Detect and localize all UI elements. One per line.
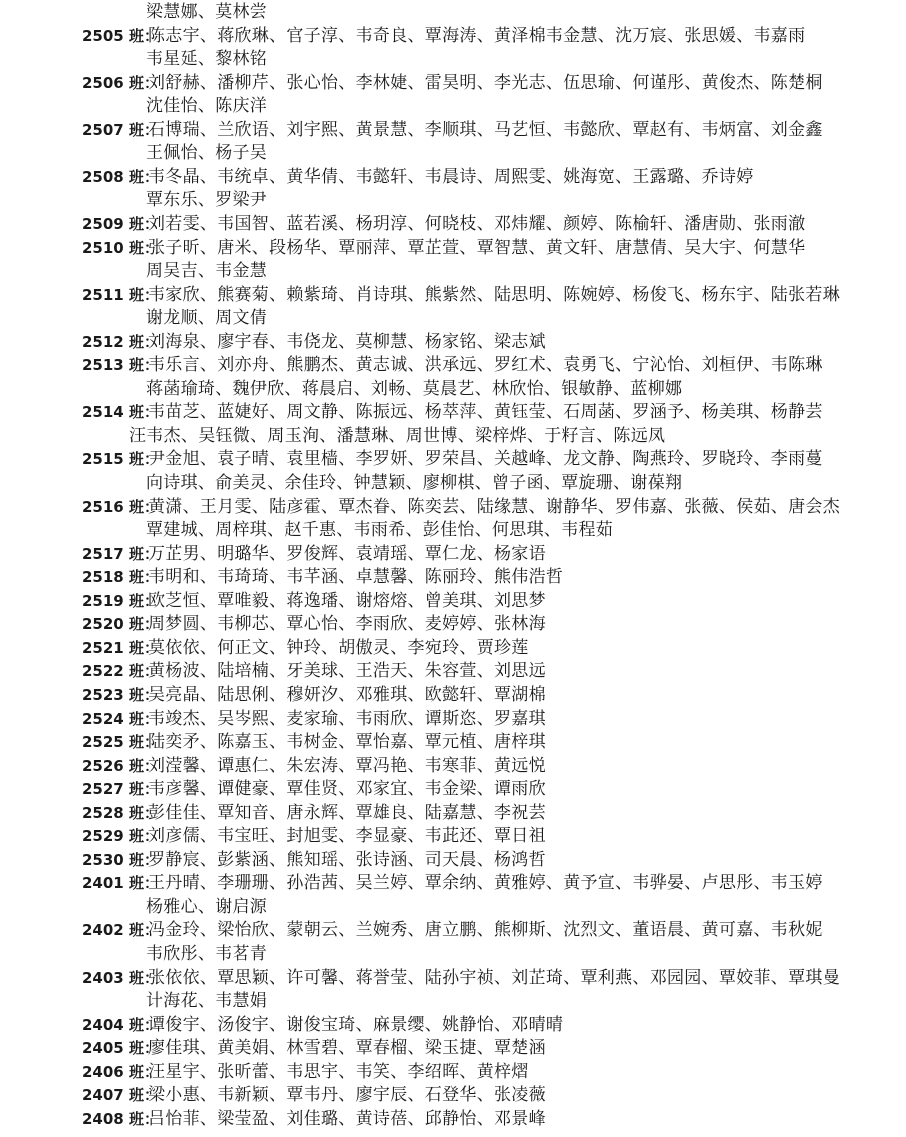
class-label: 2404 班： [82,1015,159,1034]
class-label: 2505 班： [82,26,159,45]
class-label: 2406 班： [82,1062,159,1081]
student-names: 黄潇、王月雯、陆彦霍、覃杰眷、陈奕芸、陆缘慧、谢静华、罗伟嘉、张薇、侯茹、唐会杰 [148,496,840,517]
class-label: 2529 班： [82,827,159,846]
student-names: 张依依、覃思颖、许可馨、蒋誉莹、陆孙宇祯、刘芷琦、覃利燕、邓园园、覃姣菲、覃琪曼 [148,967,840,988]
class-label: 2514 班： [82,403,159,422]
class-label: 2530 班： [82,850,159,869]
student-names: 黄杨波、陆培楠、牙美球、王浩天、朱容萱、刘思远 [148,661,546,682]
class-label: 2515 班： [82,450,159,469]
class-label: 2528 班： [82,803,159,822]
class-label: 2407 班： [82,1086,159,1105]
class-label: 2408 班： [82,1109,159,1128]
student-names: 吴亮晶、陆思俐、穆妍汐、邓雅琪、欧懿轩、覃湖棉 [148,684,546,705]
student-names: 陆奕矛、陈嘉玉、韦树金、覃怡嘉、覃元植、唐梓琪 [148,732,546,753]
student-names: 韦竣杰、吴岑熙、麦家瑜、韦雨欣、谭斯恣、罗嘉琪 [148,708,546,729]
class-label: 2402 班： [82,921,159,940]
student-names: 张子昕、唐米、段杨华、覃丽萍、覃芷萱、覃智慧、黄文轩、唐慧倩、吴大宇、何慧华 [148,237,806,258]
student-names: 向诗琪、俞美灵、余佳玲、钟慧颖、廖柳棋、曾子函、覃旋珊、谢葆翔 [146,473,683,493]
class-label: 2523 班： [82,685,159,704]
class-label: 2526 班： [82,756,159,775]
student-names: 冯金玲、梁怡欣、蒙朝云、兰婉秀、唐立鹏、熊柳斯、沈烈文、董语晨、黄可嘉、韦秋妮 [148,920,823,941]
student-names: 彭佳佳、覃知音、唐永辉、覃雄良、陆嘉慧、李祝芸 [148,802,546,823]
class-label: 2508 班： [82,167,159,186]
student-names: 蒋菡瑜琦、魏伊欣、蒋晨启、刘畅、莫晨艺、林欣怡、银敏静、蓝柳娜 [146,378,683,399]
student-names: 吕怡菲、梁莹盈、刘佳璐、黄诗蓓、邱静怡、邓景峰 [148,1108,546,1129]
class-label: 2509 班： [82,214,159,233]
student-names: 韦欣彤、韦茗青 [146,944,268,964]
class-label: 2511 班： [82,285,159,304]
student-names: 计海花、韦慧娟 [146,991,268,1012]
student-names: 覃东乐、罗梁尹 [146,190,268,211]
student-names: 谭俊宇、汤俊宇、谢俊宝琦、麻景缨、姚静怡、邓晴晴 [148,1014,564,1035]
student-names: 覃建城、周梓琪、赵千惠、韦雨希、彭佳怡、何思琪、韦程茹 [146,520,614,541]
student-names: 韦乐言、刘亦舟、熊鹏杰、黄志诚、洪承远、罗红术、袁勇飞、宁沁怡、刘桓伊、韦陈琳 [148,355,823,376]
student-names: 刘舒赫、潘柳芹、张心怡、李林婕、雷昊明、李光志、伍思瑜、何谨彤、黄俊杰、陈楚桐 [148,72,823,93]
student-names: 周吴吉、韦金慧 [146,261,268,282]
student-names: 汪韦杰、吴钰微、周玉洵、潘慧琳、周世博、梁梓烨、于籽言、陈远凤 [129,425,666,446]
class-label: 2506 班： [82,73,159,92]
class-label: 2518 班： [82,568,159,587]
student-names: 周梦圆、韦柳芯、覃心怡、李雨欣、麦婷婷、张林海 [148,614,546,635]
student-names: 韦明和、韦琦琦、韦芊涵、卓慧馨、陈丽玲、熊伟浩哲 [148,567,564,588]
student-names: 谢龙顺、周文倩 [146,308,268,329]
class-label: 2513 班： [82,356,159,375]
student-names: 刘海泉、廖宇春、韦侥龙、莫柳慧、杨家铭、梁志斌 [148,331,546,352]
student-names: 梁小惠、韦新颖、覃韦丹、廖宇辰、石登华、张凌薇 [148,1085,546,1106]
class-label: 2520 班： [82,615,159,634]
student-names: 刘滢馨、谭惠仁、朱宏涛、覃冯艳、韦寒菲、黄远悦 [148,755,546,776]
student-names: 石博瑞、兰欣语、刘宇熙、黄景慧、李顺琪、马艺恒、韦懿欣、覃赵有、韦炳富、刘金鑫 [148,119,823,140]
student-names: 刘彦儒、韦宝旺、封旭雯、李显豪、韦茈还、覃日祖 [148,826,546,847]
student-names: 尹金旭、袁子晴、袁里樯、李罗妍、罗荣昌、关越峰、龙文静、陶燕玲、罗晓玲、李雨蔓 [148,449,823,470]
class-label: 2527 班： [82,780,159,799]
class-label: 2516 班： [82,497,159,516]
student-names: 韦苗芝、蓝婕好、周文静、陈振远、杨萃萍、黄钰莹、石周菡、罗涵予、杨美琪、杨静芸 [148,402,823,423]
student-names: 欧芝恒、覃唯毅、蒋逸璠、谢熔熔、曾美琪、刘思梦 [148,590,546,611]
class-label: 2401 班： [82,874,159,893]
student-names: 梁慧娜、莫林尝 [146,2,268,22]
class-label: 2521 班： [82,638,159,657]
student-names: 杨雅心、谢启源 [146,896,268,917]
class-label: 2522 班： [82,662,159,681]
class-label: 2525 班： [82,733,159,752]
student-names: 刘若雯、韦国智、蓝若溪、杨玥淳、何晓枝、邓炜耀、颜婷、陈榆轩、潘唐勋、张雨澈 [148,213,806,234]
student-names: 王丹晴、李珊珊、孙浩茜、吴兰婷、覃余纳、黄雅婷、黄予宣、韦骅晏、卢思彤、韦玉婷 [148,873,823,894]
student-names: 韦彦馨、谭健豪、覃佳贤、邓家宜、韦金梁、谭雨欣 [148,779,546,800]
student-names: 王佩怡、杨子吴 [146,143,268,164]
student-names: 沈佳怡、陈庆洋 [146,96,268,117]
class-label: 2507 班： [82,120,159,139]
student-names: 汪星宇、张昕蕾、韦思宇、韦笑、李绍晖、黄梓熠 [148,1061,529,1082]
class-label: 2517 班： [82,544,159,563]
class-label: 2405 班： [82,1039,159,1058]
student-names: 廖佳琪、黄美娟、林雪碧、覃春榴、梁玉捷、覃楚涵 [148,1038,546,1059]
class-label: 2524 班： [82,709,159,728]
student-names: 陈志宇、蒋欣琳、官子淳、韦奇良、覃海涛、黄泽棉韦金慧、沈万宸、张思媛、韦嘉雨 [148,25,806,46]
student-names: 万芷男、明璐华、罗俊辉、袁靖瑶、覃仁龙、杨家语 [148,543,546,564]
student-names: 韦冬晶、韦统卓、黄华倩、韦懿轩、韦晨诗、周熙雯、姚海宽、王露璐、乔诗婷 [148,166,754,187]
student-names: 罗静宸、彭紫涵、熊知瑶、张诗涵、司天晨、杨鸿哲 [148,849,546,870]
class-label: 2512 班： [82,332,159,351]
student-names: 韦星延、黎林铭 [146,49,268,70]
class-label: 2510 班： [82,238,159,257]
class-label: 2403 班： [82,968,159,987]
student-names: 莫依依、何正文、钟玲、胡傲灵、李宛玲、贾珍莲 [148,637,529,658]
student-names: 韦家欣、熊赛菊、赖紫琦、肖诗琪、熊紫然、陆思明、陈婉婷、杨俊飞、杨东宇、陆张若琳 [148,284,840,305]
class-label: 2519 班： [82,591,159,610]
